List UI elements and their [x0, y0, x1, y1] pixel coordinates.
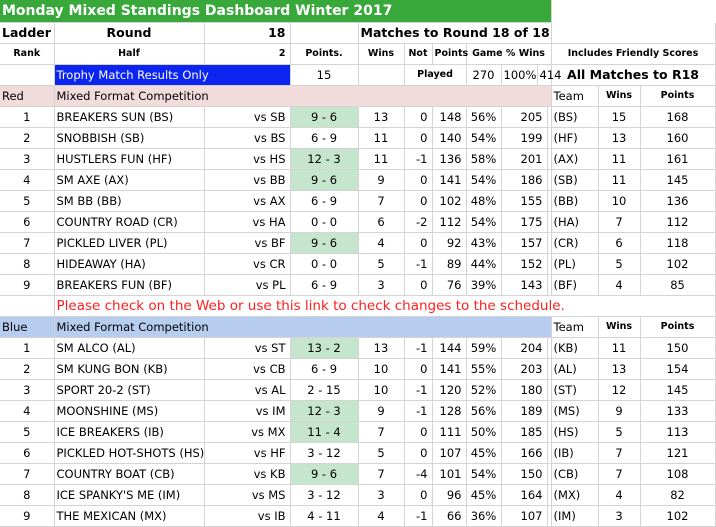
standing-points-cell: 121 — [640, 443, 715, 464]
header-row-1 — [0, 23, 715, 44]
game-wins-cell: 152 — [501, 254, 547, 275]
game-wins-cell: 175 — [501, 212, 547, 233]
wins-cell: 13 — [358, 107, 404, 128]
pct-cell: 56% — [466, 401, 501, 422]
rank-cell: 3 — [0, 380, 54, 401]
rank-cell: 4 — [0, 401, 54, 422]
standing-team-cell: (HA) — [551, 212, 598, 233]
pct-cell: 54% — [466, 128, 501, 149]
standing-points-cell: 150 — [640, 338, 715, 359]
table-row — [0, 380, 715, 401]
table-row — [0, 254, 715, 275]
score-cell: 12 - 3 — [290, 149, 358, 170]
rank-cell: 1 — [0, 107, 54, 128]
wins-cell: 7 — [358, 422, 404, 443]
standing-team-cell: (PL) — [551, 254, 598, 275]
rank-cell: 7 — [0, 464, 54, 485]
wins-cell: 7 — [358, 464, 404, 485]
points-cell: 128 — [432, 401, 466, 422]
not-played-cell: -1 — [404, 254, 432, 275]
score-cell: 2 - 15 — [290, 380, 358, 401]
opponent-cell: vs SB — [204, 107, 290, 128]
not-played-cell: -1 — [404, 380, 432, 401]
standing-points-cell: 133 — [640, 401, 715, 422]
standing-team-cell: (SB) — [551, 170, 598, 191]
standing-wins-cell: 3 — [598, 506, 640, 527]
rank-cell: 5 — [0, 422, 54, 443]
game-wins-cell: 164 — [501, 485, 547, 506]
team-name-cell: HIDEAWAY (HA) — [54, 254, 204, 275]
score-cell: 0 - 0 — [290, 212, 358, 233]
wins-cell: 7 — [358, 191, 404, 212]
score-cell: 12 - 3 — [290, 401, 358, 422]
standing-wins-cell: 7 — [598, 212, 640, 233]
not-played-cell: 0 — [404, 128, 432, 149]
score-cell: 0 - 0 — [290, 254, 358, 275]
table-row — [0, 338, 715, 359]
rank-cell: 9 — [0, 275, 54, 296]
table-row — [0, 149, 715, 170]
standing-points-cell: 160 — [640, 128, 715, 149]
pct-cell: 52% — [466, 380, 501, 401]
points-cell: 148 — [432, 107, 466, 128]
opponent-cell: vs MS — [204, 485, 290, 506]
red-section-header — [0, 86, 715, 107]
game-wins-cell: 180 — [501, 380, 547, 401]
table-row — [0, 485, 715, 506]
rank-cell: 6 — [0, 212, 54, 233]
opponent-cell: vs BB — [204, 170, 290, 191]
rank-cell: 4 — [0, 170, 54, 191]
blue-competition: Mixed Format Competition — [54, 317, 551, 338]
pct-cell: 36% — [466, 506, 501, 527]
standing-team-cell: (MS) — [551, 401, 598, 422]
notice-row — [0, 296, 715, 317]
ladder-label: Ladder — [0, 23, 54, 44]
table-row — [0, 422, 715, 443]
blue-points-header: Points — [640, 317, 715, 338]
points-cell: 107 — [432, 443, 466, 464]
game-wins-cell: 185 — [501, 422, 547, 443]
opponent-cell: vs HS — [204, 149, 290, 170]
opponent-cell: vs PL — [204, 275, 290, 296]
rank-cell: 6 — [0, 443, 54, 464]
not-played-cell: -1 — [404, 506, 432, 527]
standing-wins-cell: 11 — [598, 170, 640, 191]
standing-team-cell: (CB) — [551, 464, 598, 485]
standing-team-cell: (BB) — [551, 191, 598, 212]
score-cell: 9 - 6 — [290, 464, 358, 485]
matches-to-label: Matches to Round 18 of 18 — [358, 23, 551, 44]
score-cell: 3 - 12 — [290, 443, 358, 464]
team-name-cell: SM KUNG BON (KB) — [54, 359, 204, 380]
team-name-cell: SM ALCO (AL) — [54, 338, 204, 359]
score-cell: 6 - 9 — [290, 275, 358, 296]
standing-wins-cell: 11 — [598, 338, 640, 359]
pct-cell: 58% — [466, 149, 501, 170]
includes-friendly-header: Includes Friendly Scores — [551, 44, 715, 65]
standing-points-cell: 154 — [640, 359, 715, 380]
red-team-header: Team — [551, 86, 598, 107]
standing-wins-cell: 13 — [598, 128, 640, 149]
wins-header: Wins — [358, 44, 404, 65]
not-played-cell: 0 — [404, 107, 432, 128]
rank-cell: 5 — [0, 191, 54, 212]
rank-cell: 2 — [0, 128, 54, 149]
table-row — [0, 443, 715, 464]
opponent-cell: vs AX — [204, 191, 290, 212]
wins-cell: 9 — [358, 401, 404, 422]
team-name-cell: MOONSHINE (MS) — [54, 401, 204, 422]
standing-points-cell: 145 — [640, 380, 715, 401]
wins-total: 414 — [537, 65, 551, 86]
rank-cell: 8 — [0, 485, 54, 506]
standing-team-cell: (MX) — [551, 485, 598, 506]
opponent-cell: vs CR — [204, 254, 290, 275]
rank-header: Rank — [0, 44, 54, 65]
wins-cell: 11 — [358, 149, 404, 170]
blue-label: Blue — [0, 317, 54, 338]
score-cell: 6 - 9 — [290, 128, 358, 149]
standing-team-cell: (BS) — [551, 107, 598, 128]
points-cell: 141 — [432, 170, 466, 191]
team-name-cell: BREAKERS FUN (BF) — [54, 275, 204, 296]
points-cell: 140 — [432, 128, 466, 149]
points2-header: Points — [432, 44, 466, 65]
points-cell: 101 — [432, 464, 466, 485]
standing-points-cell: 118 — [640, 233, 715, 254]
standing-team-cell: (BF) — [551, 275, 598, 296]
pct-cell: 43% — [466, 233, 501, 254]
table-row — [0, 506, 715, 527]
score-cell: 4 - 11 — [290, 506, 358, 527]
points-cell: 66 — [432, 506, 466, 527]
wins-cell: 3 — [358, 485, 404, 506]
half-header: Half — [54, 44, 204, 65]
standing-wins-cell: 5 — [598, 422, 640, 443]
blue-team-header: Team — [551, 317, 598, 338]
game-wins-cell: 166 — [501, 443, 547, 464]
standing-points-cell: 102 — [640, 254, 715, 275]
standing-wins-cell: 7 — [598, 443, 640, 464]
standing-wins-cell: 5 — [598, 254, 640, 275]
table-row — [0, 191, 715, 212]
team-name-cell: HUSTLERS FUN (HF) — [54, 149, 204, 170]
game-wins-cell: 150 — [501, 464, 547, 485]
points-header: Points. — [290, 44, 358, 65]
standing-wins-cell: 4 — [598, 275, 640, 296]
schedule-notice-link[interactable]: Please check on the Web or use this link to check changes to the schedule. — [54, 296, 715, 317]
opponent-cell: vs BF — [204, 233, 290, 254]
opponent-cell: vs CB — [204, 359, 290, 380]
played-header: Played — [404, 65, 466, 86]
rank-cell: 9 — [0, 506, 54, 527]
not-played-cell: 0 — [404, 485, 432, 506]
blue-section-header — [0, 317, 715, 338]
team-name-cell: COUNTRY BOAT (CB) — [54, 464, 204, 485]
standing-team-cell: (IB) — [551, 443, 598, 464]
standing-team-cell: (HS) — [551, 422, 598, 443]
pct-total: 100% — [501, 65, 537, 86]
not-played-cell: -1 — [404, 401, 432, 422]
points-cell: 141 — [432, 359, 466, 380]
game-wins-cell: 155 — [501, 191, 547, 212]
all-matches-label: All Matches to R18 — [551, 65, 715, 86]
standing-team-cell: (AX) — [551, 149, 598, 170]
not-played-cell: 0 — [404, 170, 432, 191]
header-row-3 — [0, 65, 715, 86]
standing-team-cell: (CR) — [551, 233, 598, 254]
score-cell: 9 - 6 — [290, 107, 358, 128]
not-played-cell: -4 — [404, 464, 432, 485]
round-label: Round — [54, 23, 204, 44]
wins-cell: 5 — [358, 254, 404, 275]
standing-wins-cell: 7 — [598, 464, 640, 485]
points-cell: 96 — [432, 485, 466, 506]
team-name-cell: THE MEXICAN (MX) — [54, 506, 204, 527]
game-wins-cell: 203 — [501, 359, 547, 380]
not-played-cell: 0 — [404, 443, 432, 464]
wins-cell: 10 — [358, 380, 404, 401]
header-row-2 — [0, 44, 715, 65]
opponent-cell: vs HF — [204, 443, 290, 464]
blue-wins-header: Wins — [598, 317, 640, 338]
not-played-cell: 0 — [404, 422, 432, 443]
table-row — [0, 359, 715, 380]
not-played-cell: 0 — [404, 359, 432, 380]
score-cell: 6 - 9 — [290, 191, 358, 212]
score-cell: 13 - 2 — [290, 338, 358, 359]
pct-cell: 45% — [466, 443, 501, 464]
wins-cell: 10 — [358, 359, 404, 380]
rank-cell: 8 — [0, 254, 54, 275]
played-total: 270 — [466, 65, 501, 86]
table-row — [0, 233, 715, 254]
game-wins-cell: 205 — [501, 107, 547, 128]
standing-points-cell: 112 — [640, 212, 715, 233]
not-header: Not — [404, 44, 432, 65]
score-cell: 6 - 9 — [290, 359, 358, 380]
standing-points-cell: 161 — [640, 149, 715, 170]
standing-wins-cell: 12 — [598, 380, 640, 401]
rank-cell: 1 — [0, 338, 54, 359]
team-name-cell: SM AXE (AX) — [54, 170, 204, 191]
score-cell: 9 - 6 — [290, 233, 358, 254]
points-cell: 92 — [432, 233, 466, 254]
wins-cell: 4 — [358, 506, 404, 527]
opponent-cell: vs IB — [204, 506, 290, 527]
wins-cell: 11 — [358, 128, 404, 149]
pct-cell: 54% — [466, 170, 501, 191]
not-played-cell: -1 — [404, 338, 432, 359]
opponent-cell: vs KB — [204, 464, 290, 485]
opponent-cell: vs AL — [204, 380, 290, 401]
points-cell: 111 — [432, 422, 466, 443]
score-cell: 3 - 12 — [290, 485, 358, 506]
team-name-cell: ICE BREAKERS (IB) — [54, 422, 204, 443]
wins-cell: 3 — [358, 275, 404, 296]
standing-wins-cell: 4 — [598, 485, 640, 506]
standing-team-cell: (IM) — [551, 506, 598, 527]
table-row — [0, 401, 715, 422]
game-wins-cell: 157 — [501, 233, 547, 254]
pct-cell: 54% — [466, 464, 501, 485]
opponent-cell: vs HA — [204, 212, 290, 233]
table-row — [0, 170, 715, 191]
points-cell: 136 — [432, 149, 466, 170]
team-name-cell: SNOBBISH (SB) — [54, 128, 204, 149]
title-row — [0, 0, 715, 23]
team-name-cell: COUNTRY ROAD (CR) — [54, 212, 204, 233]
points-cell: 144 — [432, 338, 466, 359]
standing-points-cell: 168 — [640, 107, 715, 128]
standing-team-cell: (ST) — [551, 380, 598, 401]
red-competition: Mixed Format Competition — [54, 86, 551, 107]
score-cell: 11 - 4 — [290, 422, 358, 443]
standing-points-cell: 145 — [640, 170, 715, 191]
pct-cell: 56% — [466, 107, 501, 128]
not-played-cell: 0 — [404, 275, 432, 296]
team-name-cell: SM BB (BB) — [54, 191, 204, 212]
team-name-cell: BREAKERS SUN (BS) — [54, 107, 204, 128]
wins-cell: 6 — [358, 212, 404, 233]
table-row — [0, 107, 715, 128]
team-name-cell: PICKLED HOT-SHOTS (HS) — [54, 443, 204, 464]
standing-team-cell: (KB) — [551, 338, 598, 359]
team-name-cell: ICE SPANKY'S ME (IM) — [54, 485, 204, 506]
standing-wins-cell: 6 — [598, 233, 640, 254]
rank-cell: 3 — [0, 149, 54, 170]
standing-wins-cell: 10 — [598, 191, 640, 212]
standing-points-cell: 82 — [640, 485, 715, 506]
game-wins-cell: 204 — [501, 338, 547, 359]
standing-team-cell: (AL) — [551, 359, 598, 380]
standing-wins-cell: 11 — [598, 149, 640, 170]
points-cell: 76 — [432, 275, 466, 296]
not-played-cell: -2 — [404, 212, 432, 233]
red-label: Red — [0, 86, 54, 107]
wins-cell: 13 — [358, 338, 404, 359]
wins-cell: 9 — [358, 170, 404, 191]
trophy-value: 15 — [290, 65, 358, 86]
wins-cell: 5 — [358, 443, 404, 464]
team-name-cell: PICKLED LIVER (PL) — [54, 233, 204, 254]
dashboard-title: Monday Mixed Standings Dashboard Winter 2017 — [0, 0, 551, 23]
standing-points-cell: 102 — [640, 506, 715, 527]
standing-points-cell: 136 — [640, 191, 715, 212]
rank-cell: 2 — [0, 359, 54, 380]
opponent-cell: vs IM — [204, 401, 290, 422]
points-cell: 89 — [432, 254, 466, 275]
table-row — [0, 212, 715, 233]
not-played-cell: 0 — [404, 233, 432, 254]
standing-team-cell: (HF) — [551, 128, 598, 149]
game-wins-cell: 199 — [501, 128, 547, 149]
standing-points-cell: 85 — [640, 275, 715, 296]
not-played-cell: -1 — [404, 149, 432, 170]
pct-cell: 55% — [466, 359, 501, 380]
standing-wins-cell: 9 — [598, 401, 640, 422]
table-row — [0, 128, 715, 149]
red-wins-header: Wins — [598, 86, 640, 107]
points-cell: 102 — [432, 191, 466, 212]
points-cell: 112 — [432, 212, 466, 233]
standing-wins-cell: 15 — [598, 107, 640, 128]
half-value: 2 — [204, 44, 290, 65]
score-cell: 9 - 6 — [290, 170, 358, 191]
not-played-cell: 0 — [404, 191, 432, 212]
game-wins-cell: 189 — [501, 401, 547, 422]
standing-points-cell: 113 — [640, 422, 715, 443]
game-wins-cell: 186 — [501, 170, 547, 191]
table-row — [0, 464, 715, 485]
pct-cell: 48% — [466, 191, 501, 212]
opponent-cell: vs BS — [204, 128, 290, 149]
wins-cell: 4 — [358, 233, 404, 254]
rank-cell: 7 — [0, 233, 54, 254]
standing-points-cell: 108 — [640, 464, 715, 485]
opponent-cell: vs ST — [204, 338, 290, 359]
game-pct-wins-header: Game % Wins — [466, 44, 551, 65]
game-wins-cell: 201 — [501, 149, 547, 170]
red-points-header: Points — [640, 86, 715, 107]
points-cell: 120 — [432, 380, 466, 401]
game-wins-cell: 107 — [501, 506, 547, 527]
pct-cell: 50% — [466, 422, 501, 443]
pct-cell: 54% — [466, 212, 501, 233]
team-name-cell: SPORT 20-2 (ST) — [54, 380, 204, 401]
pct-cell: 39% — [466, 275, 501, 296]
round-value: 18 — [204, 23, 290, 44]
standing-wins-cell: 13 — [598, 359, 640, 380]
pct-cell: 59% — [466, 338, 501, 359]
pct-cell: 45% — [466, 485, 501, 506]
pct-cell: 44% — [466, 254, 501, 275]
opponent-cell: vs MX — [204, 422, 290, 443]
trophy-label: Trophy Match Results Only — [54, 65, 290, 86]
table-row — [0, 275, 715, 296]
game-wins-cell: 143 — [501, 275, 547, 296]
